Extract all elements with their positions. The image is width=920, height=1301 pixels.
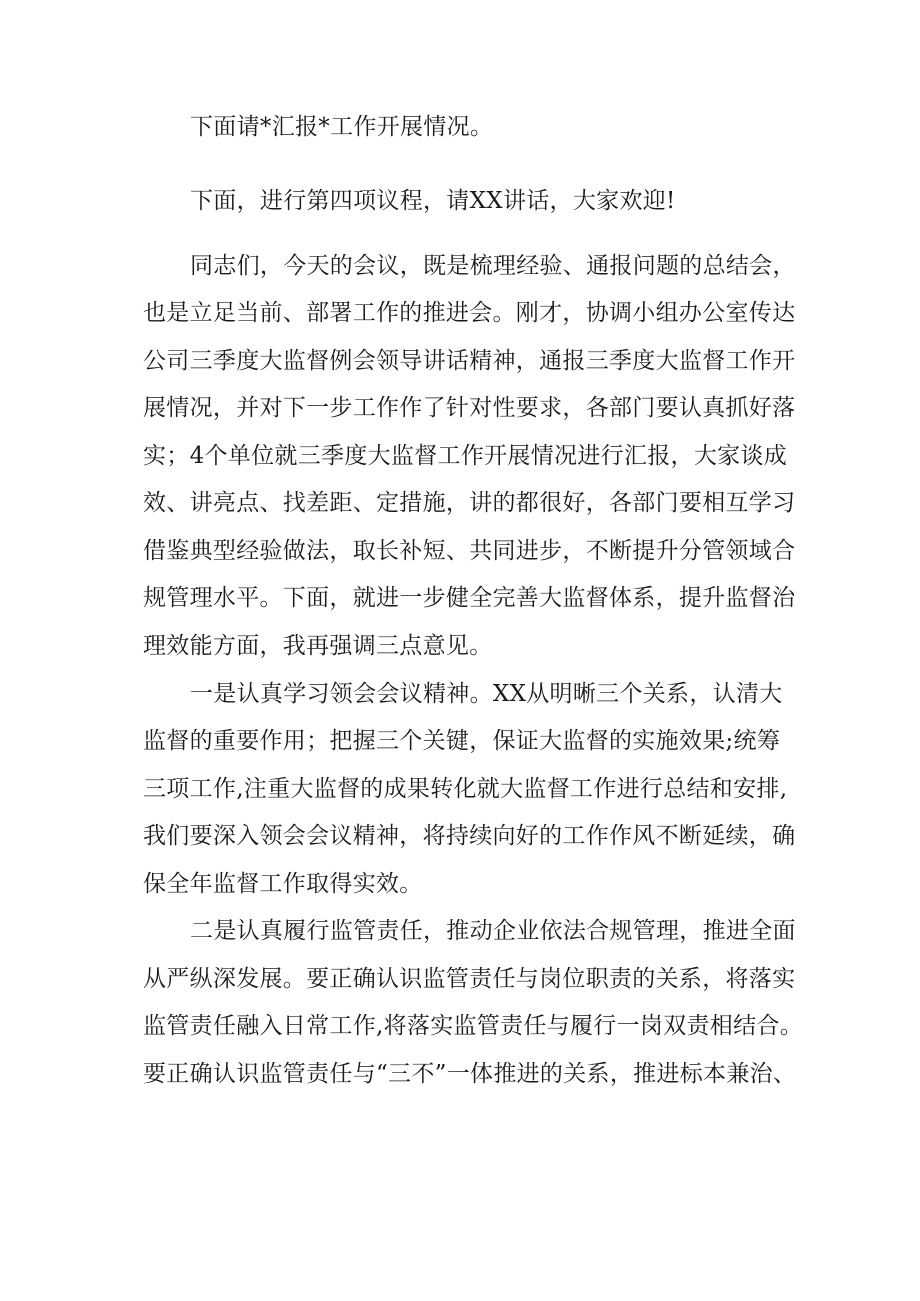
point-one-line-5: 保全年监督工作取得实效。: [143, 871, 423, 897]
speech-line-3: 公司三季度大监督例会领导讲话精神，通报三季度大监督工作开: [143, 348, 796, 374]
point-two-line-2: 从严纵深发展。要正确认识监管责任与岗位职责的关系，将落实: [143, 966, 796, 992]
speech-line-9: 理效能方面，我再强调三点意见。: [143, 633, 493, 659]
point-two-line-3: 监管责任融入日常工作,将落实监管责任与履行一岗双责相结合。: [143, 1013, 804, 1039]
speech-line-8: 规管理水平。下面，就进一步健全完善大监督体系，提升监督治: [143, 585, 796, 611]
speech-line-4: 展情况，并对下一步工作作了针对性要求，各部门要认真抓好落: [143, 395, 796, 421]
speech-line-7: 借鉴典型经验做法，取长补短、共同进步，不断提升分管领域合: [143, 538, 796, 564]
paragraph-agenda-item-four: 下面，进行第四项议程，请XX讲话，大家欢迎!: [190, 188, 676, 214]
point-two-line-4: 要正确认识监管责任与“三不”一体推进的关系，推进标本兼治、: [143, 1061, 797, 1087]
point-one-line-4: 我们要深入领会会议精神，将持续向好的工作作风不断延续，确: [143, 823, 796, 849]
point-one-line-3: 三项工作,注重大监督的成果转化就大监督工作进行总结和安排,: [143, 776, 788, 802]
paragraph-report-request: 下面请*汇报*工作开展情况。: [190, 114, 494, 140]
speech-line-5: 实；4个单位就三季度大监督工作开展情况进行汇报，大家谈成: [143, 443, 788, 469]
point-one-line-2: 监督的重要作用；把握三个关键，保证大监督的实施效果;统筹: [143, 728, 781, 754]
speech-line-2: 也是立足当前、部署工作的推进会。刚才，协调小组办公室传达: [143, 300, 796, 326]
speech-line-6: 效、讲亮点、找差距、定措施，讲的都很好，各部门要相互学习: [143, 490, 796, 516]
point-one-line-1: 一是认真学习领会会议精神。XX从明晰三个关系，认清大: [190, 681, 783, 707]
point-two-line-1: 二是认真履行监管责任，推动企业依法合规管理，推进全面: [190, 918, 796, 944]
speech-line-1: 同志们，今天的会议，既是梳理经验、通报问题的总结会，: [190, 253, 796, 279]
